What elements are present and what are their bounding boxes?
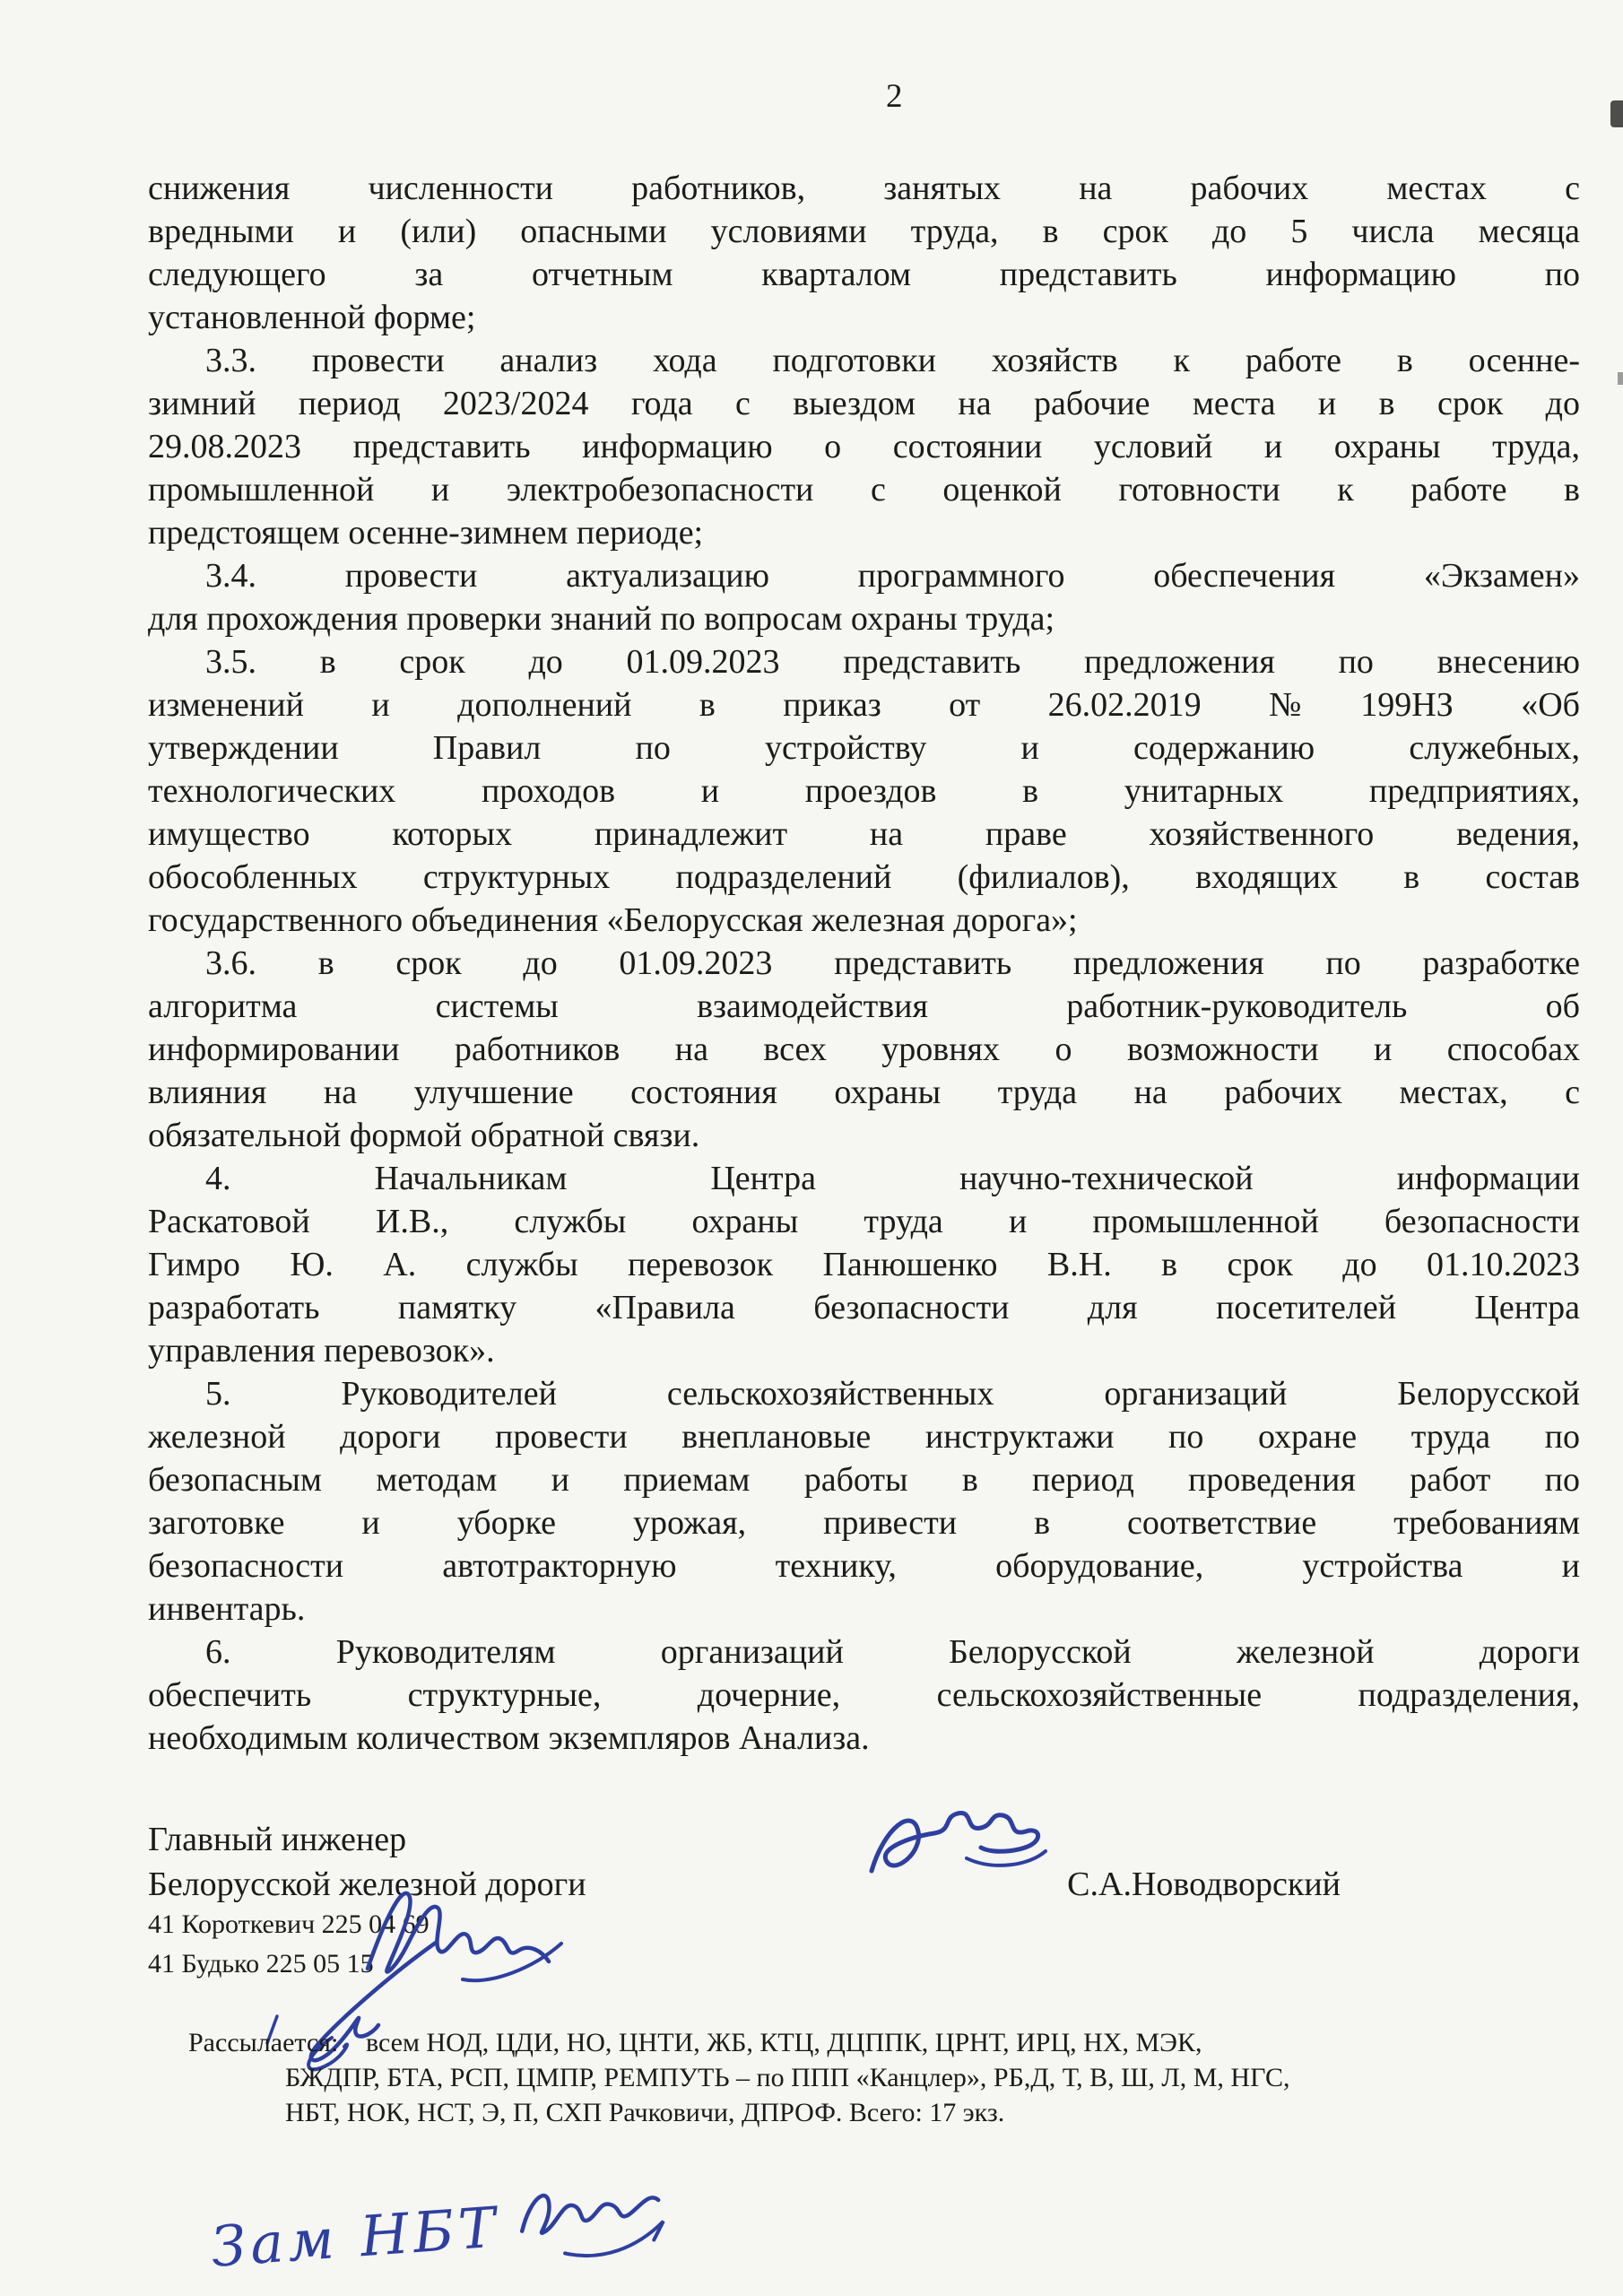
document-body — [148, 167, 1580, 1760]
signer-title-line: Главный инженер — [148, 1821, 407, 1858]
text-line: 3.4. провести актуализацию программного обеспечения «Экзамен» — [205, 557, 1580, 595]
distribution-line: всем НОД, ЦДИ, НО, ЦНТИ, ЖБ, КТЦ, ДЦППК, ЦРНТ, ИРЦ, НХ, МЭК, — [366, 2028, 1202, 2057]
text-line: утверждении Правил по устройству и содержанию служебных, — [148, 729, 1580, 767]
text-line: следующего за отчетным кварталом представить информацию по — [148, 256, 1580, 293]
distribution-block — [188, 2025, 1497, 2130]
paragraph-6 — [148, 1631, 1580, 1760]
distribution-label: Рассылается: — [188, 2028, 339, 2057]
text-line: безопасным методам и приемам работы в период проведения работ по — [148, 1461, 1580, 1499]
text-line: имущество которых принадлежит на праве хозяйственного ведения, — [148, 815, 1580, 853]
paragraph-3-5 — [148, 640, 1580, 942]
text-line: для прохождения проверки знаний по вопросам охраны труда; — [148, 600, 1055, 638]
text-line: заготовке и уборке урожая, привести в соответствие требованиям — [148, 1504, 1580, 1542]
text-line: 5. Руководителей сельскохозяйственных организаций Белорусской — [205, 1375, 1580, 1413]
paragraph-4 — [148, 1157, 1580, 1372]
paragraph-3-3 — [148, 339, 1580, 554]
text-line: безопасности автотракторную технику, оборудование, устройства и — [148, 1547, 1580, 1585]
text-line: влияния на улучшение состояния охраны труда на рабочих местах, с — [148, 1074, 1580, 1111]
text-line: управления перевозок». — [148, 1332, 495, 1370]
text-line: государственного объединения «Белорусская железная дорога»; — [148, 901, 1078, 939]
text-line: 29.08.2023 представить информацию о состоянии условий и охраны труда, — [148, 428, 1580, 465]
text-line: обеспечить структурные, дочерние, сельскохозяйственные подразделения, — [148, 1676, 1580, 1714]
contact-line: 41 Короткевич 225 04 69 — [148, 1909, 430, 1939]
paragraph-5 — [148, 1372, 1580, 1631]
text-line: инвентарь. — [148, 1590, 306, 1628]
text-line: Раскатовой И.В., службы охраны труда и промышленной безопасности — [148, 1203, 1580, 1240]
text-line: снижения численности работников, занятых на рабочих местах с — [148, 170, 1580, 207]
text-line: обязательной формой обратной связи. — [148, 1117, 700, 1154]
text-line: 3.3. провести анализ хода подготовки хозяйств к работе в осенне- — [205, 342, 1580, 379]
signer-name: С.А.Новодворский — [1067, 1866, 1341, 1903]
signature-block — [148, 1817, 1341, 1907]
text-line: изменений и дополнений в приказ от 26.02.2019 №199НЗ «Об — [148, 686, 1580, 724]
text-line: Гимро Ю. А. службы перевозок Панюшенко В.Н. в срок до 01.10.2023 — [148, 1246, 1580, 1283]
scan-artifact — [1618, 372, 1623, 385]
handwritten-note-text: Зам НБТ — [209, 2194, 503, 2280]
text-line: разработать памятку «Правила безопасности для посетителей Центра — [148, 1289, 1580, 1326]
paragraph-continuation — [148, 167, 1580, 339]
handwritten-note-signature-scribble — [506, 2163, 674, 2277]
paragraph-3-4 — [148, 554, 1580, 640]
text-line: 6. Руководителям организаций Белорусской железной дороги — [205, 1633, 1580, 1671]
text-line: установленной форме; — [148, 299, 476, 336]
signature-scribble — [859, 1801, 1056, 1891]
text-line: алгоритма системы взаимодействия работник-руководитель об — [148, 987, 1580, 1025]
text-line: обособленных структурных подразделений (филиалов), входящих в состав — [148, 858, 1580, 896]
text-line: технологических проходов и проездов в унитарных предприятиях, — [148, 772, 1580, 810]
distribution-line: БЖДПР, БТА, РСП, ЦМПР, РЕМПУТЬ – по ППП «Канцлер», РБ,Д, Т, В, Ш, Л, М, НГС, — [285, 2063, 1290, 2092]
contact-line: 41 Будько 225 05 15 — [148, 1949, 374, 1979]
text-line: промышленной и электробезопасности с оценкой готовности к работе в — [148, 471, 1580, 509]
text-line: зимний период 2023/2024 года с выездом на рабочие места и в срок до — [148, 385, 1580, 422]
page-number: 2 — [886, 78, 903, 115]
handwritten-note — [208, 2163, 673, 2296]
scan-artifact — [1610, 100, 1623, 127]
distribution-line: НБТ, НОК, НСТ, Э, П, СХП Рачковичи, ДПРОФ. Всего: 17 экз. — [285, 2098, 1005, 2127]
text-line: 4. Начальникам Центра научно-технической информации — [205, 1160, 1580, 1197]
text-line: 3.6. в срок до 01.09.2023 представить предложения по разработке — [205, 944, 1580, 982]
paragraph-3-6 — [148, 942, 1580, 1157]
text-line: вредными и (или) опасными условиями труда, в срок до 5 числа месяца — [148, 213, 1580, 250]
signer-title-line: Белорусской железной дороги — [148, 1866, 586, 1903]
text-line: 3.5. в срок до 01.09.2023 представить предложения по внесению — [205, 643, 1580, 681]
text-line: необходимым количеством экземпляров Анализа. — [148, 1719, 870, 1757]
text-line: информировании работников на всех уровнях о возможности и способах — [148, 1031, 1580, 1068]
text-line: предстоящем осенне-зимнем периоде; — [148, 514, 704, 552]
text-line: железной дороги провести внеплановые инструктажи по охране труда по — [148, 1418, 1580, 1456]
